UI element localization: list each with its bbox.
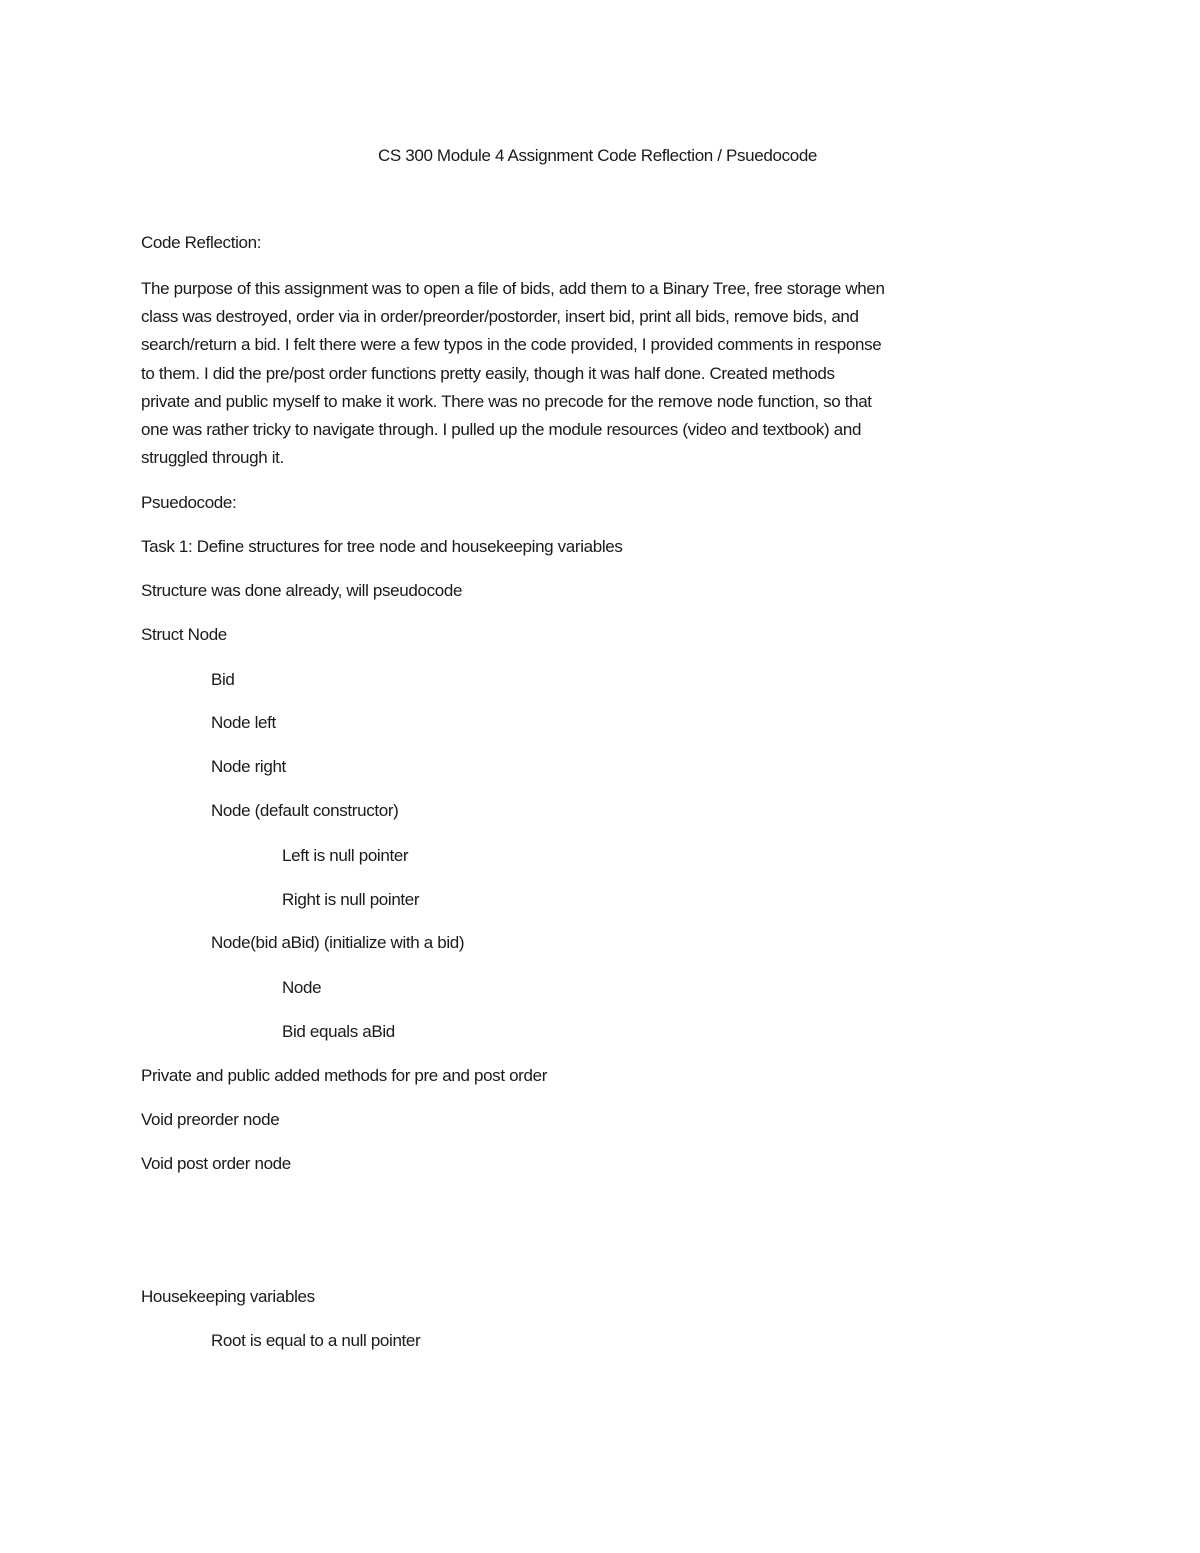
document-title: CS 300 Module 4 Assignment Code Reflection / Psuedocode — [377, 146, 818, 165]
pseudocode-line: Void preorder node — [141, 1110, 280, 1129]
pseudocode-line: Struct Node — [141, 625, 227, 644]
paragraph-line: The purpose of this assignment was to open a file of bids, add them to a Binary Tree, free storage when — [141, 279, 885, 298]
pseudocode-line: Void post order node — [141, 1154, 291, 1173]
paragraph-line: private and public myself to make it work. There was no precode for the remove node function, so that — [141, 391, 872, 411]
paragraph-line: class was destroyed, order via in order/preorder/postorder, insert bid, print all bids, remove bids, and — [141, 307, 859, 327]
pseudocode-line: Node(bid aBid) (initialize with a bid) — [211, 933, 465, 952]
section-heading-pseudocode: Psuedocode: — [141, 493, 237, 512]
pseudocode-line: Node left — [211, 713, 276, 732]
paragraph-line: search/return a bid. I felt there were a few typos in the code provided, I provided comments in response — [141, 335, 882, 355]
pseudocode-line: Node (default constructor) — [211, 801, 399, 820]
paragraph-line: one was rather tricky to navigate through. I pulled up the module resources (video and textbook) and — [141, 420, 862, 439]
paragraph-line: to them. I did the pre/post order functions pretty easily, though it was half done. Created methods — [141, 363, 835, 383]
pseudocode-line: Housekeeping variables — [141, 1287, 315, 1306]
pseudocode-line: Structure was done already, will pseudocode — [141, 581, 463, 600]
pseudocode-line: Bid equals aBid — [282, 1022, 395, 1041]
pseudocode-line: Right is null pointer — [282, 890, 420, 909]
paragraph-line: struggled through it. — [141, 448, 284, 468]
section-heading-code-reflection: Code Reflection: — [141, 233, 262, 252]
pseudocode-line: Root is equal to a null pointer — [211, 1331, 421, 1350]
pseudocode-line: Left is null pointer — [282, 846, 409, 865]
pseudocode-line: Node — [282, 978, 322, 997]
pseudocode-line: Task 1: Define structures for tree node and housekeeping variables — [141, 537, 623, 556]
pseudocode-line: Bid — [211, 670, 235, 689]
pseudocode-line: Private and public added methods for pre and post order — [141, 1066, 548, 1085]
pseudocode-line: Node right — [211, 757, 286, 776]
